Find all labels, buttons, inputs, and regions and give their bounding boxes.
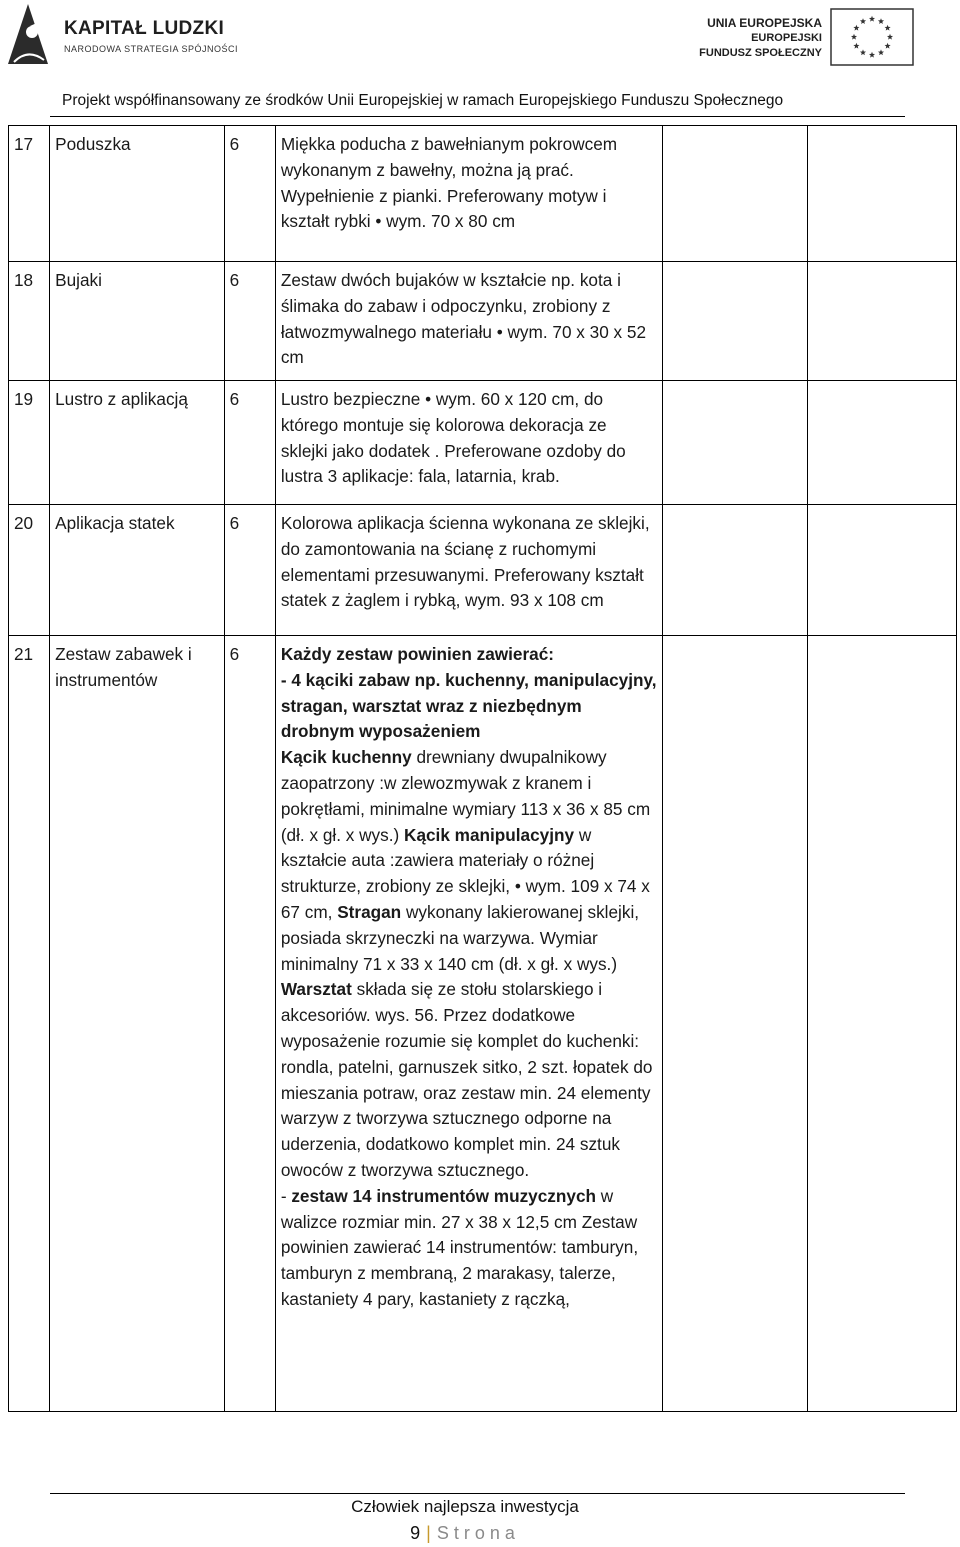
row-number-cell: 21: [9, 636, 50, 1412]
row-number-cell: 20: [9, 505, 50, 636]
item-name-cell: Poduszka: [50, 126, 225, 262]
description-bold-segment: Warsztat: [280, 979, 352, 1000]
kapital-ludzki-subtitle: NARODOWA STRATEGIA SPÓJNOŚCI: [64, 44, 239, 54]
eu-flag-icon: [830, 8, 914, 66]
quantity-cell: 6: [224, 636, 275, 1412]
eu-logo-line2: EUROPEJSKI: [751, 32, 822, 44]
empty-cell: [807, 262, 957, 381]
table-row: [9, 636, 957, 1412]
description-cell: [275, 126, 662, 262]
footer-slogan: Człowiek najlepsza inwestycja: [351, 1497, 579, 1516]
description-segment: wykonany lakierowanej sklejki, posiada skrzyneczki na warzywa. Wymiar minimalny 71 x 33 x 140 cm (dł. x gł. x wys.): [280, 901, 640, 974]
empty-cell: [807, 505, 957, 636]
quantity-cell: 6: [224, 505, 275, 636]
eu-logo-text: [699, 16, 822, 61]
empty-cell: [663, 126, 807, 262]
description-segment: drewniany dwupalnikowy zaopatrzony :w zlewozmywak z kranem i pokrętłami, minimalne wymiary 113 x 36 x 85 cm (dł. x gł. x wys.): [280, 747, 651, 845]
item-name-cell: Lustro z aplikacją: [50, 381, 225, 505]
footer-divider: [50, 1493, 905, 1494]
eu-logo-line1: UNIA EUROPEJSKA: [707, 16, 822, 30]
item-name-cell: Bujaki: [50, 262, 225, 381]
footer-page-indicator: [0, 1523, 930, 1544]
kapital-ludzki-title: KAPITAŁ LUDZKI: [64, 18, 225, 39]
row-number-cell: 17: [9, 126, 50, 262]
description-segment: Kolorowa aplikacja ścienna wykonana ze sklejki, do zamontowania na ścianę z ruchomymi elementami przesuwanymi. Preferowany kształt statek z żaglem i rybką, wym. 93 x 108 cm: [280, 513, 650, 611]
item-name-cell: Zestaw zabawek i instrumentów: [50, 636, 225, 1412]
row-number-cell: 18: [9, 262, 50, 381]
specification-table: [8, 125, 957, 1412]
row-number-cell: 19: [9, 381, 50, 505]
table-row: [9, 381, 957, 505]
empty-cell: [807, 126, 957, 262]
header-divider: [50, 116, 905, 117]
empty-cell: [807, 381, 957, 505]
empty-cell: [663, 262, 807, 381]
description-bold-segment: Kącik kuchenny: [280, 747, 412, 768]
quantity-cell: 6: [224, 262, 275, 381]
description-segment: Lustro bezpieczne • wym. 60 x 120 cm, do którego montuje się kolorowa dekoracja ze sklejki jako dodatek . Preferowane ozdoby do lustra 3 aplikacje: fala, latarnia, krab.: [280, 389, 626, 487]
description-bold-segment: Kącik manipulacyjny: [404, 824, 575, 845]
item-name-cell: Aplikacja statek: [50, 505, 225, 636]
description-cell: [275, 381, 662, 505]
quantity-cell: 6: [224, 126, 275, 262]
quantity-cell: 6: [224, 381, 275, 505]
empty-cell: [807, 636, 957, 1412]
kapital-ludzki-logo-icon: [4, 2, 52, 68]
description-segment: Miękka poducha z bawełnianym pokrowcem wykonanym z bawełny, można ją prać. Wypełnienie z pianki. Preferowany motyw i kształt rybki • wym. 70 x 80 cm: [280, 134, 618, 232]
description-segment: w walizce rozmiar min. 27 x 38 x 12,5 cm Zestaw powinien zawierać 14 instrumentów: tamburyn, tamburyn z membraną, 2 marakasy, talerze, kastaniety 4 pary, kastaniety z rączką,: [280, 1185, 639, 1309]
description-bold-segment: Każdy zestaw powinien zawierać:: [280, 644, 554, 664]
project-cofinancing-line: Projekt współfinansowany ze środków Unii Europejskiej w ramach Europejskiego Funduszu Społecznego: [62, 92, 784, 109]
empty-cell: [663, 505, 807, 636]
description-bold-segment: zestaw 14 instrumentów muzycznych: [291, 1185, 597, 1206]
description-segment: -: [280, 1185, 292, 1206]
specification-table-body: [9, 126, 957, 1412]
empty-cell: [663, 636, 807, 1412]
description-bold-segment: Stragan: [337, 901, 402, 922]
description-cell: [275, 636, 662, 1412]
table-row: [9, 262, 957, 381]
page-header: [0, 0, 960, 118]
description-segment: w kształcie auta :zawiera materiały o różnej strukturze, zrobiony ze sklejki, • wym. 109 x 74 x 67 cm,: [280, 824, 650, 922]
table-row: [9, 126, 957, 262]
eu-logo-line3: FUNDUSZ SPOŁECZNY: [699, 47, 822, 59]
specification-table-wrapper: [8, 125, 957, 1412]
description-cell: [275, 262, 662, 381]
description-cell: [275, 505, 662, 636]
page-separator: |: [426, 1523, 431, 1543]
empty-cell: [663, 381, 807, 505]
description-bold-segment: - 4 kąciki zabaw np. kuchenny, manipulacyjny, stragan, warsztat wraz z niezbędnym drobnym wyposażeniem: [280, 669, 657, 742]
table-row: [9, 505, 957, 636]
page-number: 9: [410, 1523, 421, 1543]
page-word: Strona: [436, 1523, 520, 1543]
description-segment: Zestaw dwóch bujaków w kształcie np. kota i ślimaka do zabaw i odpoczynku, zrobiony z łatwozmywalnego materiału • wym. 70 x 30 x 52 cm: [280, 270, 647, 368]
description-segment: składa się ze stołu stolarskiego i akcesoriów. wys. 56. Przez dodatkowe wyposażenie rozumie się komplet do kuchenki: rondla, patelni, garnuszek sitko, 2 szt. łopatek do mieszania potraw, oraz zestaw min. 24 elementy warzyw z tworzywa sztucznego odporne na uderzenia, dodatkowo komplet min. 24 sztuk owoców z tworzywa sztucznego.: [280, 979, 653, 1180]
